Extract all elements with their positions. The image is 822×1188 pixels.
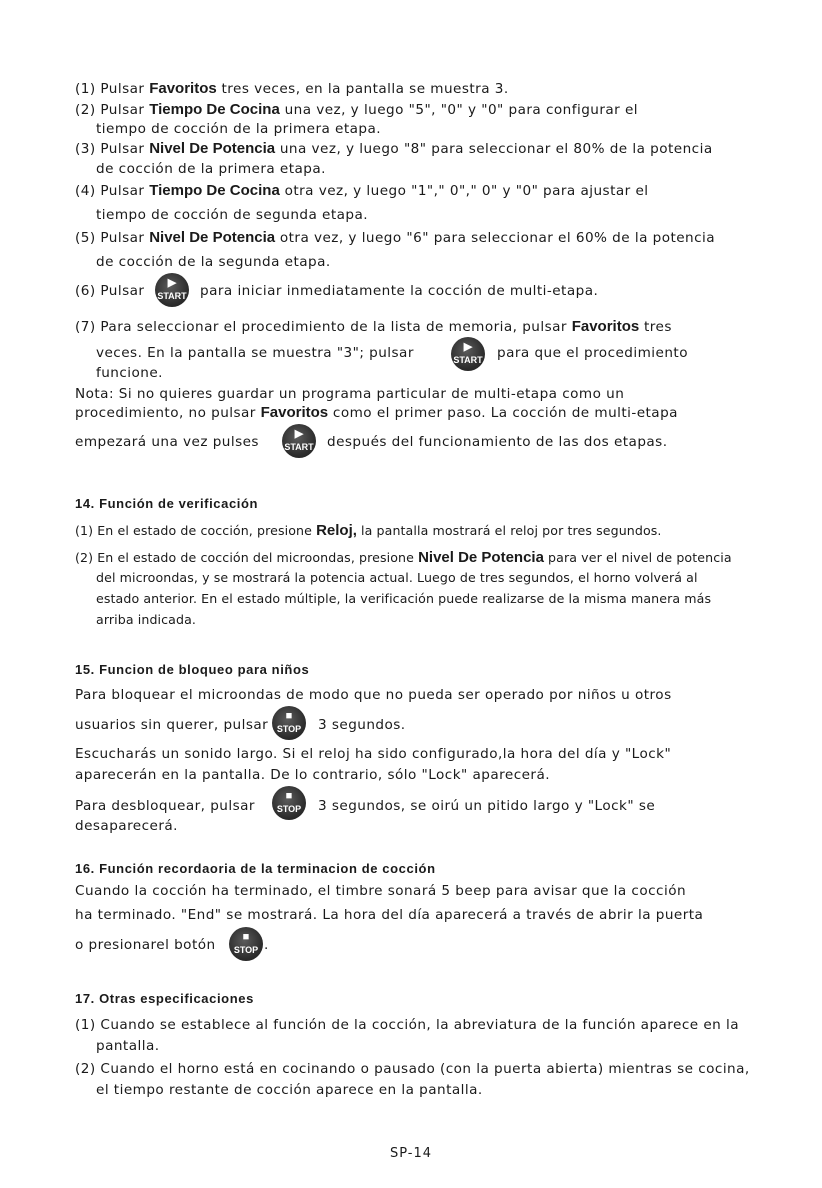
step-2: (2) Pulsar Tiempo De Cocina una vez, y luego "5", "0" y "0" para configurar el	[75, 101, 639, 118]
step-3-continued: de cocción de la primera etapa.	[96, 161, 326, 177]
nivel-de-potencia-key-name: Nivel De Potencia	[418, 549, 544, 566]
section-17-heading: 17. Otras especificaciones	[75, 991, 254, 1006]
sec15-line-5a: Para desbloquear, pulsar	[75, 798, 255, 814]
sec16-line-3: o presionarel botón	[75, 937, 216, 953]
start-button-icon: ▶ START	[155, 273, 189, 307]
sec17-item-1-continued: pantalla.	[96, 1038, 160, 1054]
play-icon: ▶	[167, 277, 177, 289]
sec16-line-2: ha terminado. "End" se mostrará. La hora del día aparecerá a través de abrir la puerta	[75, 907, 704, 923]
step-2-continued: tiempo de cocción de la primera etapa.	[96, 121, 382, 137]
section-16-heading: 16. Función recordaoria de la terminacion de cocción	[75, 861, 436, 876]
favoritos-key-name: Favoritos	[149, 80, 217, 97]
sec15-line-3: Escucharás un sonido largo. Si el reloj ha sido configurado,la hora del día y "Lock"	[75, 746, 672, 762]
sec15-line-2b: 3 segundos.	[318, 717, 406, 733]
sec17-item-2: (2) Cuando el horno está en cocinando o pausado (con la puerta abierta) mientras se cocina,	[75, 1061, 750, 1077]
sec14-item-2-line-4: arriba indicada.	[96, 612, 196, 627]
start-button-icon: ▶ START	[451, 337, 485, 371]
stop-square-icon: ■	[285, 790, 293, 802]
step-6-text: para iniciar inmediatamente la cocción de multi-etapa.	[200, 283, 599, 299]
step-7-line-3: funcione.	[96, 365, 163, 381]
play-icon: ▶	[294, 428, 304, 440]
sec15-line-4: aparecerán en la pantalla. De lo contrario, sólo "Lock" aparecerá.	[75, 767, 551, 783]
step-5: (5) Pulsar Nivel De Potencia otra vez, y luego "6" para seleccionar el 60% de la potencia	[75, 229, 716, 246]
tiempo-de-cocina-key-name: Tiempo De Cocina	[149, 101, 280, 118]
step-4-continued: tiempo de cocción de segunda etapa.	[96, 207, 369, 223]
step-6-lead: (6) Pulsar	[75, 283, 145, 299]
start-button-icon: ▶ START	[282, 424, 316, 458]
sec14-item-1: (1) En el estado de cocción, presione Reloj, la pantalla mostrará el reloj por tres segundos.	[75, 522, 662, 539]
sec15-line-5b: 3 segundos, se oirú un pitido largo y "Lock" se	[318, 798, 656, 814]
note-line-1: Nota: Si no quieres guardar un programa particular de multi-etapa como un	[75, 386, 625, 402]
stop-square-icon: ■	[242, 931, 250, 943]
stop-square-icon: ■	[285, 710, 293, 722]
step-7-line-2b: para que el procedimiento	[497, 345, 688, 361]
step-5-continued: de cocción de la segunda etapa.	[96, 254, 331, 270]
play-icon: ▶	[463, 341, 473, 353]
step-7-line-2a: veces. En la pantalla se muestra "3"; pulsar	[96, 345, 414, 361]
sec17-item-2-continued: el tiempo restante de cocción aparece en la pantalla.	[96, 1082, 483, 1098]
sec14-item-2-line-2: del microondas, y se mostrará la potencia actual. Luego de tres segundos, el horno volverá al	[96, 570, 698, 585]
nivel-de-potencia-key-name: Nivel De Potencia	[149, 140, 276, 157]
stop-button-icon: ■ STOP	[272, 706, 306, 740]
note-line-3b: después del funcionamiento de las dos etapas.	[327, 434, 668, 450]
favoritos-key-name: Favoritos	[260, 404, 329, 421]
section-14-heading: 14. Función de verificación	[75, 496, 259, 511]
tiempo-de-cocina-key-name: Tiempo De Cocina	[149, 182, 280, 199]
step-1: (1) Pulsar Favoritos tres veces, en la pantalla se muestra 3.	[75, 80, 509, 97]
favoritos-key-name: Favoritos	[571, 318, 640, 335]
stop-button-icon: ■ STOP	[272, 786, 306, 820]
nivel-de-potencia-key-name: Nivel De Potencia	[149, 229, 276, 246]
sec14-item-2: (2) En el estado de cocción del microondas, presione Nivel De Potencia para ver el nivel de potencia	[75, 549, 732, 566]
page-number: SP-14	[389, 1146, 433, 1161]
step-7: (7) Para seleccionar el procedimiento de la lista de memoria, pulsar Favoritos tres	[75, 318, 672, 335]
stop-button-icon: ■ STOP	[229, 927, 263, 961]
step-3: (3) Pulsar Nivel De Potencia una vez, y luego "8" para seleccionar el 80% de la potencia	[75, 140, 713, 157]
sec17-item-1: (1) Cuando se establece al función de la cocción, la abreviatura de la función aparece en la	[75, 1017, 740, 1033]
sec15-line-6: desaparecerá.	[75, 818, 178, 834]
sec15-line-1: Para bloquear el microondas de modo que no pueda ser operado por niños u otros	[75, 687, 672, 703]
sec15-line-2a: usuarios sin querer, pulsar	[75, 717, 269, 733]
sec16-period: .	[264, 937, 269, 953]
section-15-heading: 15. Funcion de bloqueo para niños	[75, 662, 310, 677]
reloj-key-name: Reloj,	[316, 522, 357, 539]
note-line-2: procedimiento, no pulsar Favoritos como el primer paso. La cocción de multi-etapa	[75, 404, 678, 421]
sec16-line-1: Cuando la cocción ha terminado, el timbre sonará 5 beep para avisar que la cocción	[75, 883, 687, 899]
note-line-3a: empezará una vez pulses	[75, 434, 259, 450]
sec14-item-2-line-3: estado anterior. En el estado múltiple, la verificación puede realizarse de la misma manera más	[96, 591, 712, 606]
step-4: (4) Pulsar Tiempo De Cocina otra vez, y luego "1"," 0"," 0" y "0" para ajustar el	[75, 182, 649, 199]
